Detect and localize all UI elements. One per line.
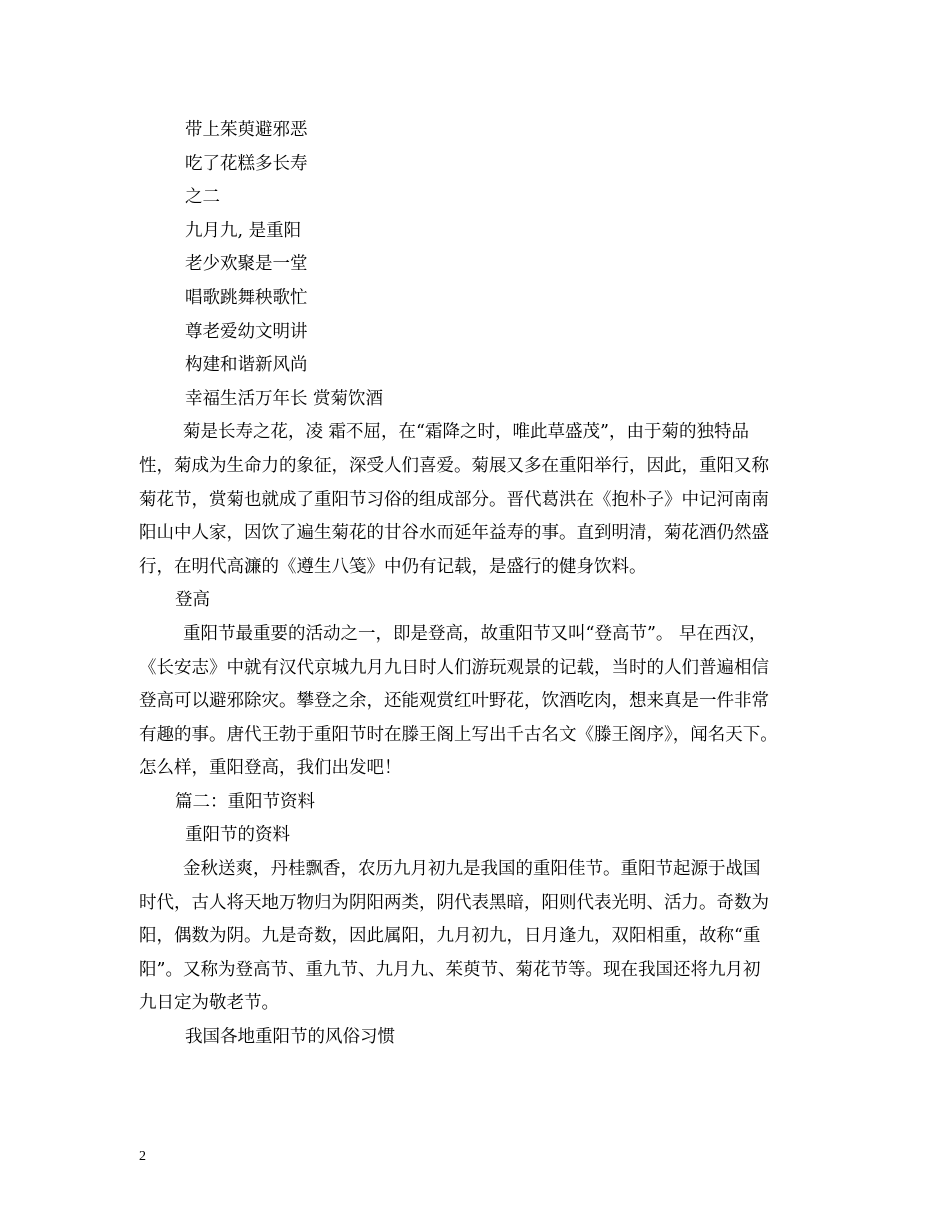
heading-climb: 登高 xyxy=(175,590,210,611)
paragraph-line: 《长安志》中就有汉代京城九月九日时人们游玩观景的记载，当时的人们普遍相信 xyxy=(139,657,769,678)
info-paragraph xyxy=(139,853,825,1021)
poem-block xyxy=(139,114,825,416)
chrysanthemum-paragraph xyxy=(139,416,825,584)
paragraph-line: 菊花节，赏菊也就成了重阳节习俗的组成部分。晋代葛洪在《抱朴子》中记河南南 xyxy=(139,489,769,510)
sub-title: 重阳节的资料 xyxy=(185,825,290,846)
paragraph-line: 阳，偶数为阴。九是奇数，因此属阳，九月初九，日月逢九，双阳相重，故称“重 xyxy=(139,926,761,947)
poem-line: 构建和谐新风尚 xyxy=(185,355,308,376)
paragraph-line: 重阳节最重要的活动之一，即是登高，故重阳节又叫“登高节”。 早在西汉， xyxy=(183,623,767,644)
paragraph-line: 有趣的事。唐代王勃于重阳节时在滕王阁上写出千古名文《滕王阁序》，闻名天下。 xyxy=(139,724,778,745)
customs-heading: 我国各地重阳节的风俗习惯 xyxy=(185,1027,395,1048)
poem-line: 幸福生活万年长 赏菊饮酒 xyxy=(185,388,384,409)
paragraph-line: 阳”。又称为登高节、重九节、九月九、茱萸节、菊花节等。现在我国还将九月初 xyxy=(139,959,761,980)
paragraph-line: 九日定为敬老节。 xyxy=(139,993,279,1014)
poem-line: 老少欢聚是一堂 xyxy=(185,254,308,275)
paragraph-line: 阳山中人家，因饮了遍生菊花的甘谷水而延年益寿的事。直到明清，菊花酒仍然盛 xyxy=(139,523,769,544)
climb-paragraph xyxy=(139,618,825,786)
poem-line: 九月九, 是重阳 xyxy=(185,220,302,241)
poem-line: 带上茱萸避邪恶 xyxy=(185,120,308,140)
paragraph-line: 时代，古人将天地万物归为阴阳两类，阴代表黑暗，阳则代表光明、活力。奇数为 xyxy=(139,892,769,913)
poem-line: 唱歌跳舞秧歌忙 xyxy=(185,287,308,308)
poem-line: 尊老爱幼文明讲 xyxy=(185,321,308,342)
poem-line: 之二 xyxy=(185,187,220,208)
paragraph-line: 登高可以避邪除灾。攀登之余，还能观赏红叶野花，饮酒吃肉，想来真是一件非常 xyxy=(139,691,769,712)
page-number: 2 xyxy=(139,1149,146,1164)
section-title: 篇二：重阳节资料 xyxy=(175,791,315,812)
paragraph-line: 怎么样，重阳登高，我们出发吧！ xyxy=(139,758,402,779)
poem-line: 吃了花糕多长寿 xyxy=(185,153,308,174)
page-content xyxy=(139,114,825,1055)
paragraph-line: 行，在明代高濂的《遵生八笺》中仍有记载，是盛行的健身饮料。 xyxy=(139,556,647,577)
paragraph-line: 金秋送爽，丹桂飘香，农历九月初九是我国的重阳佳节。重阳节起源于战国 xyxy=(183,859,761,880)
paragraph-line: 菊是长寿之花，凌 霜不屈，在“霜降之时，唯此草盛茂”，由于菊的独特品 xyxy=(183,422,749,443)
paragraph-line: 性，菊成为生命力的象征，深受人们喜爱。菊展又多在重阳举行，因此，重阳又称 xyxy=(139,455,769,476)
